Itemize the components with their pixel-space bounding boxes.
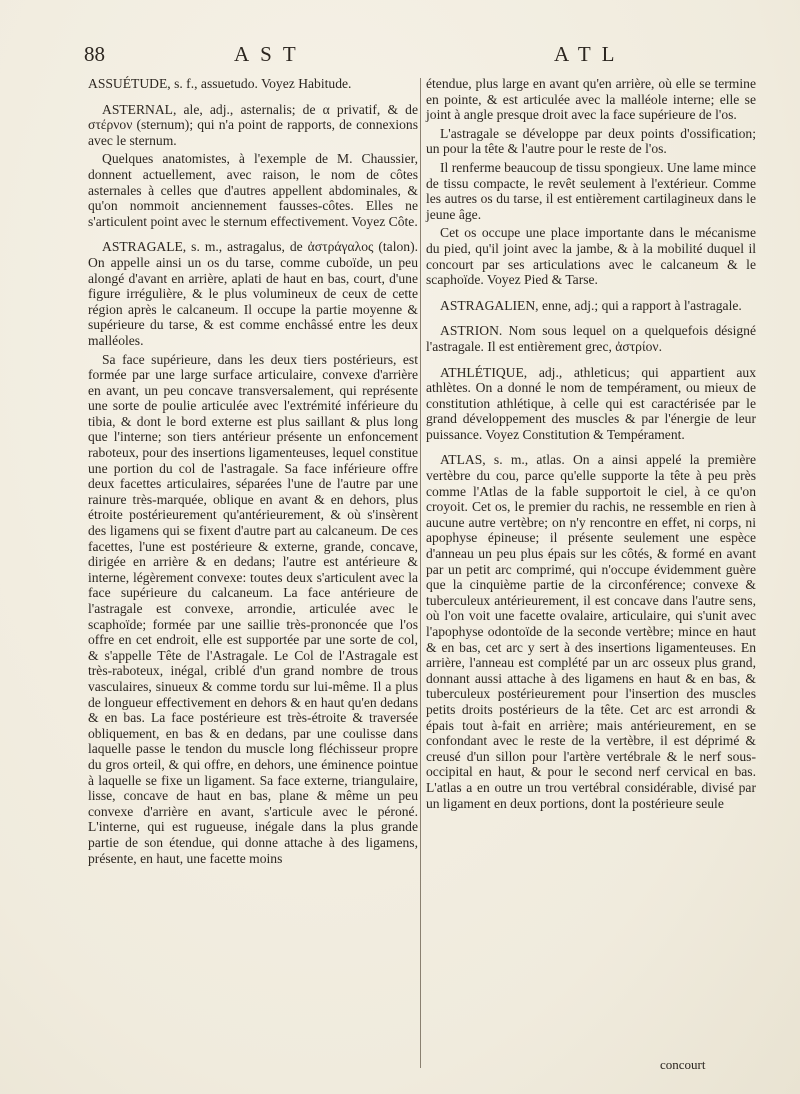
entry-astragalien: ASTRAGALIEN, enne, adj.; qui a rapport à l'astragale.: [440, 297, 742, 313]
page-number: 88: [84, 42, 105, 66]
entry-astragale: ASTRAGALE, s. m., astragalus, de ἀστράγαλος (talon). On appelle ainsi un os du tarse, comme cuboïde, un peu alongé d'avant en arrière, aplati de haut en bas, court, d'une figure irrégulière, & le plus volumineux de ceux de cette région après le calcaneum. Il occupe la partie moyenne & supérieure du tarse, & est comme enchâssé entre les deux malléoles.: [88, 239, 418, 348]
running-header: [84, 40, 756, 68]
entry-athletique: ATHLÉTIQUE, adj., athleticus; qui appartient aux athlètes. On a donné le nom de tempérament, ou mieux de constitution athlétique, à celle qui est caractérisée par le grand développement des muscles & par l'énergie de leur puissance. Voyez Constitution & Tempérament.: [426, 364, 756, 442]
catchword: concourt: [660, 1057, 706, 1072]
paragraph-astragale-mechanism: Cet os occupe une place importante dans le mécanisme du pied, qu'il joint avec la jambe, & à la mobilité duquel il concourt par ses articulations avec le calcaneum & le scaphoïde. Voyez Pied & Tarse.: [426, 225, 756, 288]
entry-assuetude: ASSUÉTUDE, s. f., assuetudo. Voyez Habitude.: [88, 76, 352, 91]
left-column: [88, 76, 418, 869]
paragraph-astragale-continued: étendue, plus large en avant qu'en arrière, où elle se termine en pointe, & est articulée avec la malléole interne; elle se joint à angle presque droit avec la face supérieure de l'os.: [426, 76, 756, 123]
right-running-title: ATL: [554, 42, 626, 66]
entry-asternal: ASTERNAL, ale, adj., asternalis; de α privatif, & de στέρνον (sternum); qui n'a point de rapports, de connexions avec le sternum.: [88, 101, 418, 148]
column-divider: [420, 78, 421, 1068]
entry-astrion: ASTRION. Nom sous lequel on a quelquefois désigné l'astragale. Il est entièrement grec, ἀστρίον.: [426, 323, 756, 354]
left-running-title: AST: [234, 42, 307, 66]
paragraph-asternal-ribs: Quelques anatomistes, à l'exemple de M. Chaussier, donnent actuellement, avec raison, le nom de côtes asternales à celles que d'autres appellent abdominales, & qu'on nommoit anciennement fausses-côtes. Elles ne s'articulent point avec le sternum effectivement. Voyez Côte.: [88, 151, 418, 229]
paragraph-astragale-ossification: L'astragale se développe par deux points d'ossification; un pour la tête & l'autre pour le reste de l'os.: [426, 125, 756, 157]
paragraph-astragale-tissue: Il renferme beaucoup de tissu spongieux. Une lame mince de tissu compacte, le revêt seulement à l'extérieur. Comme les autres os du tarse, il est entièrement cartilagineux dans le jeune âge.: [426, 159, 756, 222]
right-column: [426, 76, 756, 814]
paragraph-astragale-faces: Sa face supérieure, dans les deux tiers postérieurs, est formée par une large surface articulaire, convexe d'arrière en avant, un peu concave transversalement, qui représente une sorte de poulie articulée avec l'extrémité inférieure du tibia, & dont le bord externe est plus saillant & plus long que l'interne; son tiers antérieur présente un enfoncement raboteux, pour des insertions ligamenteuses, lequel constitue une portion du col de l'astragale. Sa face inférieure offre deux facettes articulaires, séparées l'une de l'autre par une rainure très-marquée, oblique en avant & en dehors, plus étroite postérieurement qu'antérieurement, & où s'insèrent des ligamens qui se fixent d'autre part au calcaneum. De ces facettes, l'une est postérieure & externe, grande, concave, dirigée en arrière & en dedans; l'autre est antérieure & interne, légèrement convexe: toutes deux s'articulent avec la face supérieure du calcaneum. La face antérieure de l'astragale est convexe, arrondie, articulée avec le scaphoïde; formée par une saillie très-prononcée que l'os offre en cet endroit, elle est supportée par une sorte de col, & s'appelle Tête de l'Astragale. Le Col de l'Astragale est très-raboteux, inégal, criblé d'un grand nombre de trous vasculaires, sinueux & comme tordu sur lui-même. Il a plus de longueur effectivement en dehors & en haut qu'en dedans & en bas. La face postérieure est très-étroite & traversée obliquement, en bas & en dedans, par une coulisse dans laquelle passe le tendon du muscle long fléchisseur propre du gros orteil, & qui offre, en dehors, une éminence pointue à laquelle se fixe un ligament. Sa face externe, triangulaire, lisse, concave de haut en bas, plane & même un peu convexe d'arrière en avant, s'articule avec le péroné. L'interne, qui est rugueuse, inégale dans la plus grande partie de son étendue, qui donne attache à des ligamens, présente, en haut, une facette moins: [88, 351, 418, 866]
entry-atlas: ATLAS, s. m., atlas. On a ainsi appelé la première vertèbre du cou, parce qu'elle supporte la tête à peu près comme l'Atlas de la fable supportoit le ciel, à ce qu'on croyoit. Cet os, le premier du rachis, ne ressemble en rien à aucune autre vertèbre; on n'y rencontre en effet, ni corps, ni apophyse épineuse; il présente seulement une espèce d'anneau un peu plus épais sur les côtés, & formé en avant par un petit arc comprimé, qui n'occupe évidemment guère que la cinquième partie de la circonférence; convexe & tuberculeux antérieurement, il est concave dans l'autre sens, où l'on voit une facette ovalaire, articulaire, qui s'unit avec l'apophyse odontoïde de la seconde vertèbre; mince en haut & en bas, cet arc y sert à des insertions ligamenteuses. En arrière, l'anneau est complété par un arc osseux plus grand, donnant aussi attache à des ligamens en haut & en bas, & tuberculeux postérieurement pour l'insertion des muscles petits droits postérieurs de la tête. Cet arc est arrondi & épais tout à-fait en arrière; mais antérieurement, en se confondant avec le reste de la vertèbre, il est déprimé & creusé d'un sillon pour l'artère vertébrale & le nerf sous-occipital en haut, & pour le second nerf cervical en bas. L'atlas a en outre un trou vertébral considérable, divisé par un ligament en deux portions, dont la postérieure seule: [426, 452, 756, 811]
